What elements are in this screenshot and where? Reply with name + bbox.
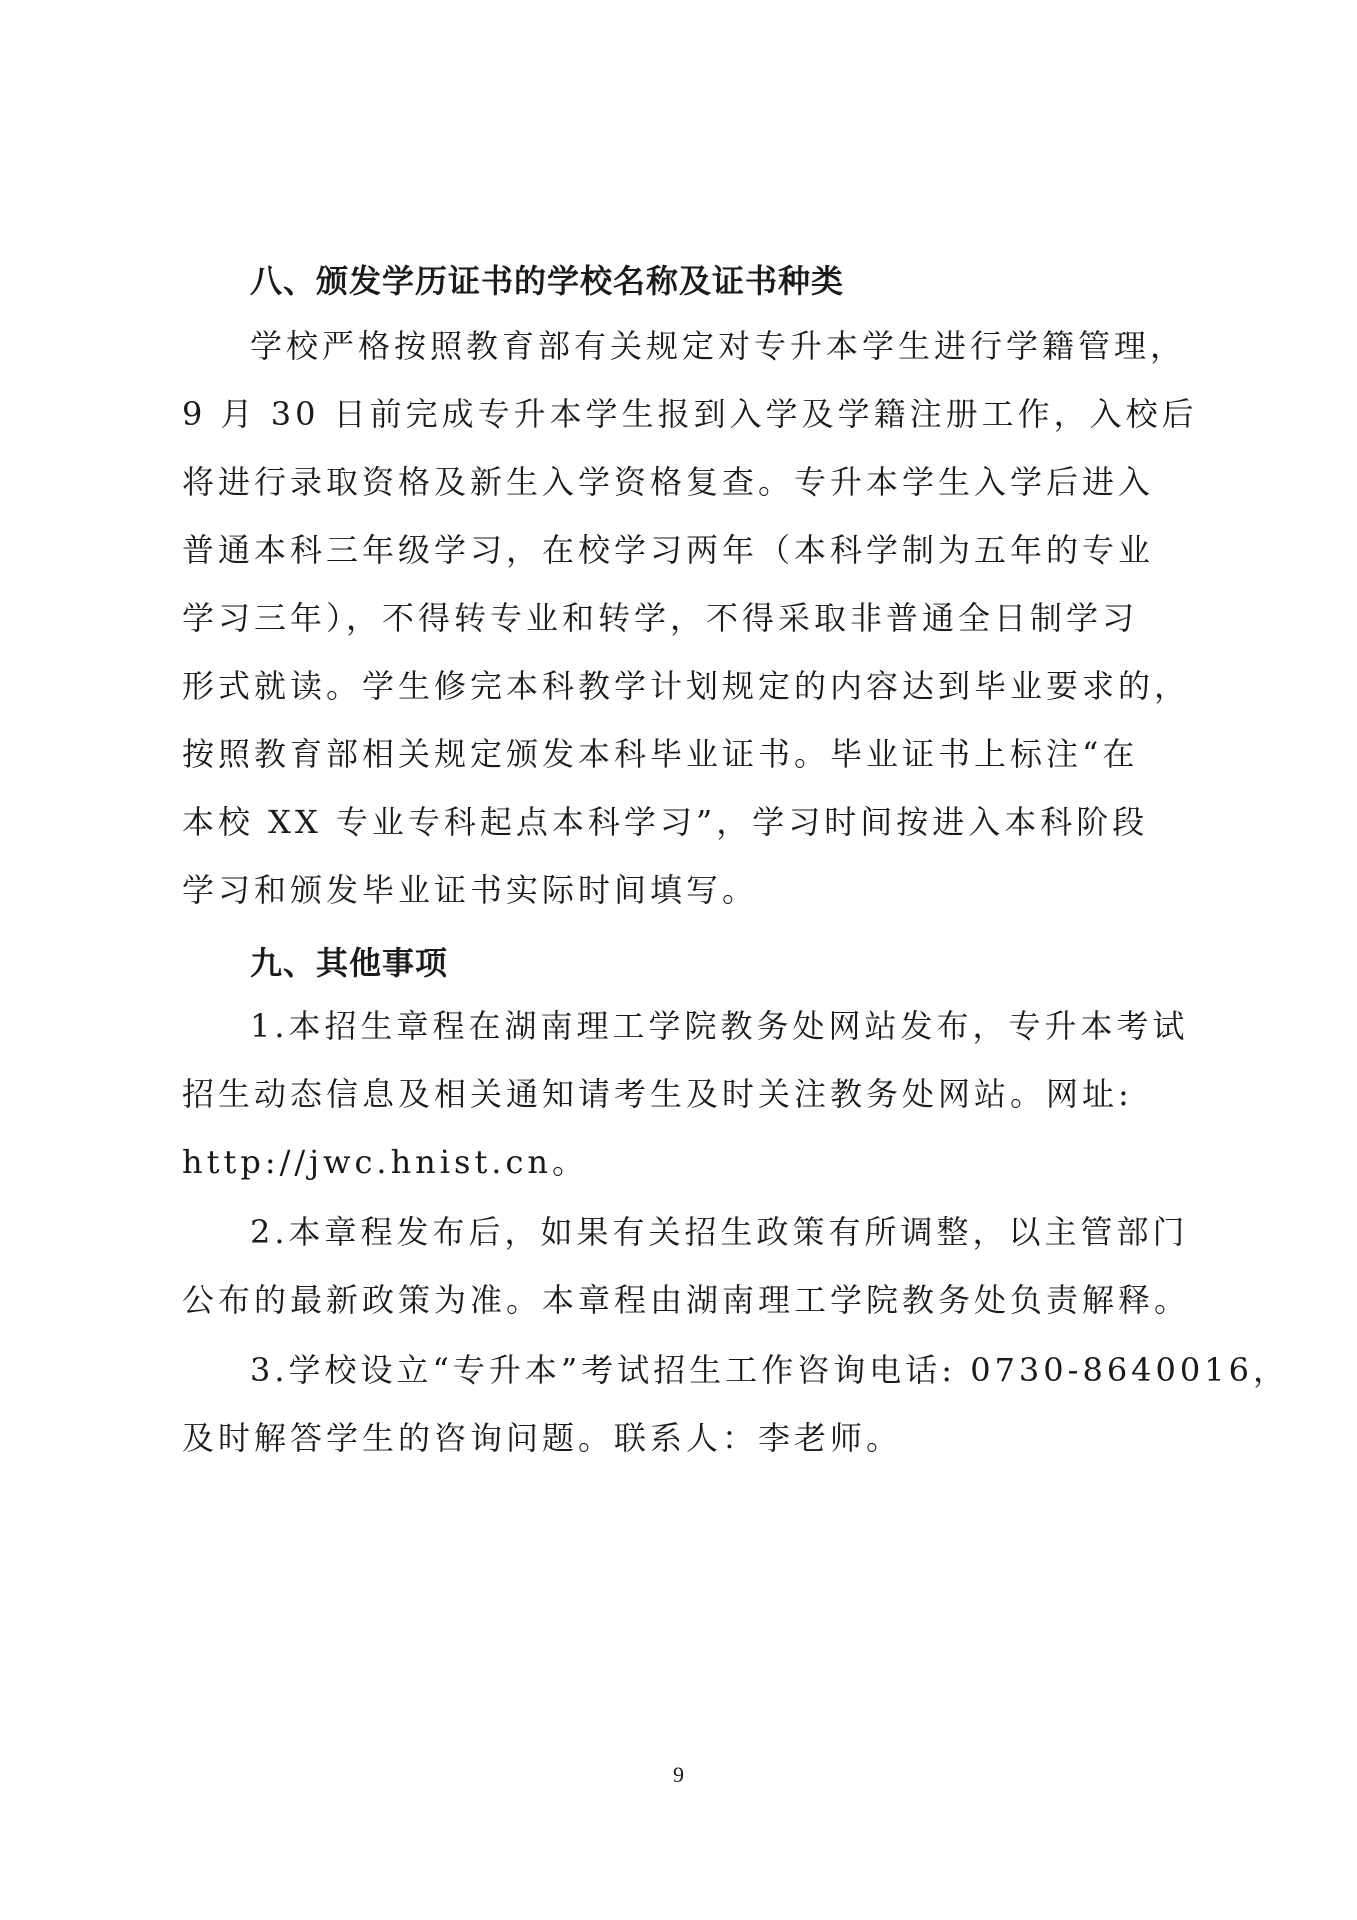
item-1-line: 1.本招生章程在湖南理工学院教务处网站发布，专升本考试 [250, 1007, 1189, 1045]
item-3-line: 3.学校设立“专升本”考试招生工作咨询电话: 0730-8640016， [250, 1351, 1289, 1389]
item-2-line: 2.本章程发布后，如果有关招生政策有所调整，以主管部门 [250, 1213, 1189, 1251]
item-3-line: 及时解答学生的咨询问题。联系人：李老师。 [182, 1419, 903, 1457]
section-8-line: 将进行录取资格及新生入学资格复查。专升本学生入学后进入 [182, 463, 1155, 501]
section-8-line: 9 月 30 日前完成专升本学生报到入学及学籍注册工作，入校后 [182, 395, 1198, 433]
section-8-line: 学习和颁发毕业证书实际时间填写。 [182, 871, 759, 909]
section-8-line: 学习三年），不得转专业和转学，不得采取非普通全日制学习 [182, 599, 1139, 637]
section-8-line: 按照教育部相关规定颁发本科毕业证书。毕业证书上标注“在 [182, 735, 1139, 773]
website-url: http://jwc.hnist.cn。 [182, 1143, 589, 1181]
section-8-line: 普通本科三年级学习，在校学习两年（本科学制为五年的专业 [182, 531, 1155, 569]
item-1-line: 招生动态信息及相关通知请考生及时关注教务处网站。网址: [182, 1075, 1133, 1113]
section-9-heading: 九、其他事项 [250, 944, 449, 982]
section-8-line: 学校严格按照教育部有关规定对专升本学生进行学籍管理， [250, 327, 1187, 365]
page-number: 9 [673, 1762, 684, 1787]
section-8-line: 形式就读。学生修完本科教学计划规定的内容达到毕业要求的， [182, 667, 1191, 705]
item-2-line: 公布的最新政策为准。本章程由湖南理工学院教务处负责解释。 [182, 1281, 1191, 1319]
section-8-heading: 八、颁发学历证书的学校名称及证书种类 [250, 262, 845, 300]
section-8-line: 本校 XX 专业专科起点本科学习”，学习时间按进入本科阶段 [182, 803, 1149, 841]
